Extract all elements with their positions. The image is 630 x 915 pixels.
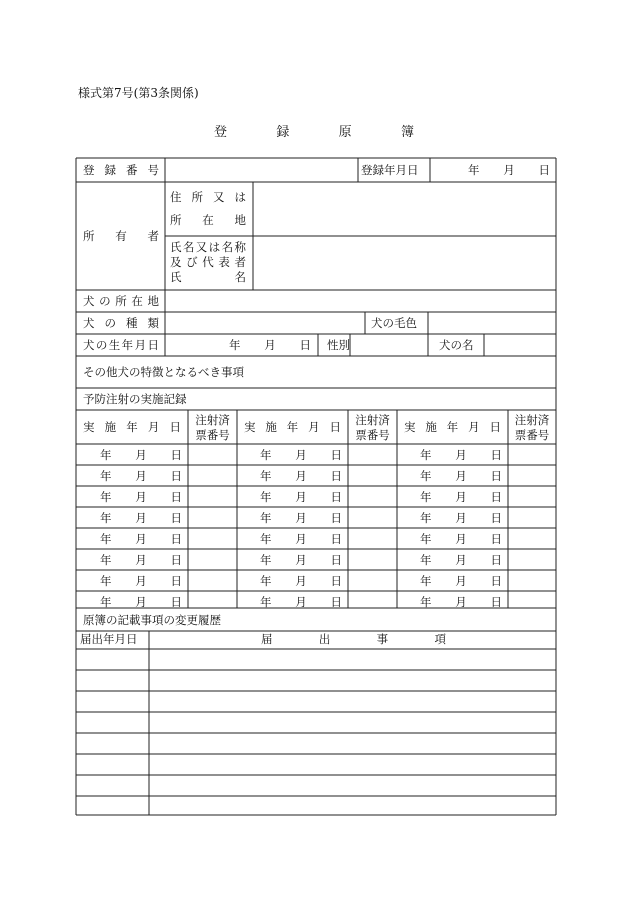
name-label-line3 [170,270,246,284]
vaccine-date-ymd-char: 月 [455,511,467,525]
vaccine-date-ymd-char: 年 [260,595,272,609]
dog-location-label-char: 在 [131,294,143,308]
registration-number-label-char: 録 [104,163,116,177]
registration-number-label-char: 登 [83,163,95,177]
vaccine-date-ymd-char: 日 [330,511,342,525]
vaccine-date-ymd-char: 年 [100,469,112,483]
dog-birthdate-label-char: 犬 [83,338,95,352]
address-label-line2 [170,213,246,227]
vaccine-date-ymd [420,511,502,525]
ticket-number-header-line1: 注射済 [514,413,550,427]
vaccine-date-ymd [260,490,342,504]
ticket-number-header-line2: 票番号 [195,428,230,442]
dog-location-label-char: 地 [147,294,159,308]
form-number-label: 様式第7号(第3条関係) [78,86,199,100]
vaccine-date-ymd-char: 月 [135,490,147,504]
vaccine-date-ymd-char: 日 [170,574,182,588]
name-label-line3-char: 氏 [170,270,182,284]
vaccine-date-ymd-char: 年 [100,490,112,504]
vaccine-date-ymd-char: 月 [135,574,147,588]
vaccine-date-ymd [260,469,342,483]
vaccine-date-ymd-char: 月 [295,469,307,483]
address-label-line2-char: 所 [170,213,182,227]
name-label-line2-char: 表 [218,255,230,269]
ticket-number-header-line1: 注射済 [355,413,390,427]
vaccine-date-ymd-char: 月 [455,469,467,483]
dog-location-label [83,294,159,308]
vaccine-date-ymd-char: 年 [100,595,112,609]
vaccine-date-ymd-char: 年 [100,574,112,588]
vaccine-date-ymd-char: 年 [260,469,272,483]
vaccine-date-ymd-char: 年 [260,532,272,546]
dog-birthdate-label-char: 年 [121,338,134,352]
vaccine-date-ymd [260,532,342,546]
vaccine-date-ymd-char: 日 [490,574,502,588]
vaccine-date-ymd-char: 日 [330,574,342,588]
vaccine-date-ymd-char: 年 [420,553,432,567]
address-label-line2-char: 地 [234,213,246,227]
dog-location-label-char: の [99,294,111,308]
implementation-date-header [404,420,501,434]
address-label-line2-char: 在 [202,213,214,227]
vaccine-date-ymd [260,553,342,567]
implementation-date-header [244,420,341,434]
vaccine-date-ymd-char: 日 [170,595,182,609]
vaccine-date-ymd-char: 日 [170,532,182,546]
vaccine-date-ymd [100,490,182,504]
vaccine-date-ymd-char: 月 [455,448,467,462]
implementation-date-header-char: 実 [404,420,416,434]
vaccine-date-ymd-char: 月 [455,490,467,504]
dog-color-label: 犬の毛色 [371,316,417,330]
vaccine-date-ymd-char: 日 [330,490,342,504]
address-label-line1-char: は [234,190,246,204]
vaccine-date-ymd-char: 年 [260,490,272,504]
ticket-number-header-line1: 注射済 [195,413,230,427]
owner-label [83,229,159,243]
vaccine-date-ymd-char: 年 [260,511,272,525]
registration-date-ymd-char: 日 [538,163,550,177]
sex-label: 性別 [327,338,350,352]
implementation-date-header-char: 実 [244,420,256,434]
name-label-line2-char: 代 [202,255,214,269]
vaccine-date-ymd-char: 年 [420,595,432,609]
filing-items-header-char: 事 [376,632,389,646]
dog-birthdate-label-char: 生 [108,338,121,352]
implementation-date-header [83,420,181,434]
registration-number-label [83,163,159,177]
vaccine-date-ymd [260,511,342,525]
name-label-line1 [170,240,246,254]
vaccine-date-ymd-char: 年 [260,574,272,588]
implementation-date-header-char: 年 [286,420,299,434]
name-label-line2-char: び [186,255,198,269]
dog-breed-label-char: 種 [126,316,138,330]
address-label-line1-char: 住 [170,190,182,204]
vaccine-date-ymd-char: 年 [100,448,112,462]
filing-items-header-char: 出 [318,632,331,646]
name-label-line1-char: は [208,240,221,254]
vaccine-date-ymd-char: 月 [455,595,467,609]
implementation-date-header-char: 年 [446,420,459,434]
vaccine-date-ymd-char: 日 [330,553,342,567]
vaccine-date-ymd-char: 月 [295,553,307,567]
dog-breed-label-char: 類 [147,316,159,330]
vaccine-date-ymd [260,595,342,609]
other-features-label: その他犬の特徴となるべき事項 [83,365,244,379]
dog-breed-label-char: の [104,316,116,330]
vaccine-date-ymd [260,448,342,462]
vaccine-date-ymd-char: 日 [490,595,502,609]
name-label-line1-char: 氏 [170,240,182,254]
vaccine-date-ymd [260,574,342,588]
dog-location-label-char: 犬 [83,294,95,308]
dog-birthdate-label-char: 月 [134,338,147,352]
vaccine-date-ymd-char: 年 [420,448,432,462]
dog-birthdate-label [83,338,159,352]
vaccine-date-ymd [100,574,182,588]
registration-date-label: 登録年月日 [361,163,419,177]
vaccine-date-ymd [100,448,182,462]
filing-items-header-char: 項 [434,632,446,646]
vaccine-date-ymd [420,469,502,483]
implementation-date-header-char: 月 [308,420,320,434]
vaccine-date-ymd-char: 日 [490,448,502,462]
vaccine-date-ymd-char: 月 [295,490,307,504]
name-label-line3-char: 名 [234,270,246,284]
vaccine-date-ymd-char: 日 [490,511,502,525]
vaccine-date-ymd-char: 日 [490,490,502,504]
vaccine-date-ymd-char: 日 [170,553,182,567]
name-label-line2-char: 者 [234,255,246,269]
vaccine-date-ymd-char: 月 [295,511,307,525]
vaccine-date-ymd-char: 年 [420,511,432,525]
owner-label-char: 所 [83,229,95,243]
vaccine-date-ymd-char: 月 [135,532,147,546]
implementation-date-header-char: 月 [147,420,160,434]
address-label-line1 [170,190,246,204]
vaccine-date-ymd [100,595,182,609]
vaccine-date-ymd-char: 日 [330,532,342,546]
registration-date-ymd [468,163,550,177]
address-label-line1-char: 又 [213,190,225,204]
vaccine-date-ymd [420,448,502,462]
registration-date-ymd-char: 年 [468,163,480,177]
vaccine-date-ymd-char: 年 [420,469,432,483]
dog-location-label-char: 所 [115,294,127,308]
implementation-date-header-char: 年 [126,420,138,434]
vaccine-date-ymd-char: 年 [100,553,112,567]
filing-items-header [261,632,446,646]
dog-birthdate-ymd-char: 年 [229,338,241,352]
implementation-date-header-char: 月 [468,420,480,434]
title-char: 原 [338,125,352,140]
dog-birthdate-label-char: の [95,338,108,352]
dog-birthdate-ymd [229,338,311,352]
vaccine-date-ymd-char: 年 [260,553,272,567]
name-label-line1-char: 名 [182,240,195,254]
implementation-date-header-char: 実 [83,420,95,434]
vaccine-date-ymd [100,553,182,567]
change-history-title: 原簿の記載事項の変更履歴 [83,613,221,627]
name-label-line2 [170,255,246,269]
vaccine-date-ymd-char: 年 [420,532,432,546]
vaccine-date-ymd [420,574,502,588]
vaccine-date-ymd-char: 月 [295,574,307,588]
vaccine-date-ymd-char: 月 [135,511,147,525]
vaccine-date-ymd-char: 月 [455,574,467,588]
dog-birthdate-ymd-char: 日 [299,338,311,352]
name-label-line2-char: 及 [170,255,182,269]
vaccine-date-ymd-char: 月 [295,595,307,609]
vaccine-date-ymd-char: 日 [330,448,342,462]
vaccine-date-ymd [420,490,502,504]
vaccine-date-ymd-char: 月 [455,553,467,567]
vaccine-date-ymd [100,532,182,546]
dog-name-label: 犬の名 [439,338,474,352]
vaccine-date-ymd [420,553,502,567]
vaccine-date-ymd-char: 日 [490,553,502,567]
vaccine-date-ymd-char: 日 [170,490,182,504]
address-label-line1-char: 所 [191,190,203,204]
vaccine-date-ymd-char: 月 [455,532,467,546]
vaccine-record-title: 予防注射の実施記録 [83,392,187,406]
vaccine-date-ymd-char: 月 [135,448,147,462]
registration-number-label-char: 号 [147,163,159,177]
ticket-number-header-line2: 票番号 [514,428,550,442]
title-char: 登 [214,125,228,140]
vaccine-date-ymd [100,469,182,483]
vaccine-date-ymd-char: 年 [100,511,112,525]
dog-birthdate-label-char: 日 [147,338,159,352]
owner-label-char: 者 [147,229,159,243]
implementation-date-header-char: 施 [265,420,277,434]
vaccine-date-ymd-char: 日 [330,469,342,483]
vaccine-date-ymd-char: 日 [170,511,182,525]
vaccine-date-ymd-char: 日 [490,532,502,546]
implementation-date-header-char: 日 [489,420,501,434]
vaccine-date-ymd-char: 月 [135,469,147,483]
vaccine-date-ymd-char: 日 [170,469,182,483]
title-char: 録 [276,125,290,140]
vaccine-date-ymd-char: 月 [135,595,147,609]
vaccine-date-ymd [420,595,502,609]
vaccine-date-ymd-char: 日 [330,595,342,609]
name-label-line1-char: 称 [234,240,246,254]
vaccine-date-ymd-char: 日 [490,469,502,483]
vaccine-date-ymd-char: 年 [260,448,272,462]
implementation-date-header-char: 日 [329,420,341,434]
title-char: 簿 [400,125,414,140]
vaccine-date-ymd-char: 年 [420,490,432,504]
name-label-line1-char: 又 [195,240,208,254]
name-label-line1-char: 名 [221,240,234,254]
vaccine-date-ymd-char: 年 [100,532,112,546]
implementation-date-header-char: 日 [169,420,181,434]
dog-breed-label-char: 犬 [83,316,95,330]
dog-breed-label [83,316,159,330]
ticket-number-header-line2: 票番号 [355,428,390,442]
implementation-date-header-char: 施 [425,420,437,434]
registration-date-ymd-char: 月 [503,163,515,177]
vaccine-date-ymd-char: 月 [295,532,307,546]
registration-number-label-char: 番 [126,163,138,177]
filing-items-header-char: 届 [261,632,273,646]
vaccine-date-ymd-char: 日 [170,448,182,462]
filing-date-header: 届出年月日 [80,632,138,646]
vaccine-date-ymd [100,511,182,525]
implementation-date-header-char: 施 [104,420,117,434]
vaccine-date-ymd-char: 月 [295,448,307,462]
owner-label-char: 有 [115,229,127,243]
dog-birthdate-ymd-char: 月 [264,338,276,352]
vaccine-date-ymd-char: 月 [135,553,147,567]
vaccine-date-ymd [420,532,502,546]
vaccine-date-ymd-char: 年 [420,574,432,588]
